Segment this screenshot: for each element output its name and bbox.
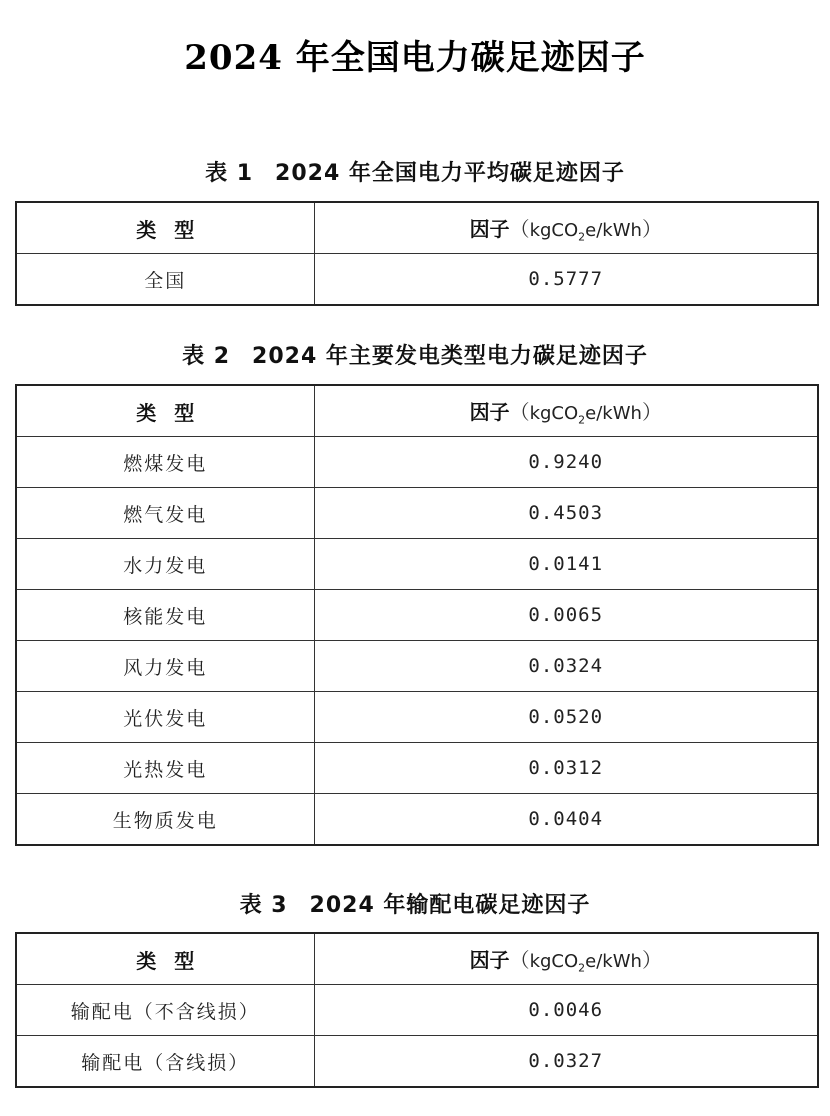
row-factor: 0.4503: [314, 488, 818, 539]
table-row: [16, 1036, 818, 1088]
table-header-row: [16, 933, 818, 985]
table-row: [16, 692, 818, 743]
row-type: 水力发电: [16, 539, 314, 590]
table-caption-text: 2024 年主要发电类型电力碳足迹因子: [252, 344, 648, 369]
unit-subscript: 2: [578, 961, 586, 975]
unit-paren-close: ）: [641, 947, 662, 972]
factor-label: 因子: [469, 216, 510, 241]
row-factor: 0.0046: [314, 985, 818, 1036]
row-type: 输配电（不含线损）: [16, 985, 314, 1036]
table-1-national-average: [15, 201, 819, 306]
row-factor: 0.0404: [314, 794, 818, 846]
row-factor: 0.0327: [314, 1036, 818, 1088]
row-factor: 0.0520: [314, 692, 818, 743]
table-row: [16, 254, 818, 306]
unit-post: e/kWh: [585, 219, 642, 241]
factor-label: 因子: [469, 947, 510, 972]
table-number: 表 2: [182, 344, 231, 369]
column-header-type: 类型: [16, 933, 314, 985]
row-type: 生物质发电: [16, 794, 314, 846]
column-header-factor: [314, 385, 818, 437]
table-row: [16, 985, 818, 1036]
table-header-row: [16, 202, 818, 254]
row-type: 光热发电: [16, 743, 314, 794]
row-factor: 0.0141: [314, 539, 818, 590]
unit-subscript: 2: [578, 230, 586, 244]
unit-pre: kgCO: [529, 950, 579, 972]
table-row: [16, 590, 818, 641]
table-number: 表 3: [239, 893, 288, 918]
row-type: 核能发电: [16, 590, 314, 641]
unit-paren-open: （: [509, 399, 530, 424]
table-2-caption: [0, 339, 830, 370]
row-type: 全国: [16, 254, 314, 306]
row-type: 光伏发电: [16, 692, 314, 743]
row-type: 输配电（含线损）: [16, 1036, 314, 1088]
row-factor: 0.0065: [314, 590, 818, 641]
row-factor: 0.0312: [314, 743, 818, 794]
unit-label: [529, 219, 642, 244]
unit-paren-open: （: [509, 947, 530, 972]
table-3-transmission-distribution: [15, 932, 819, 1088]
table-2-generation-types: [15, 384, 819, 846]
row-type: 燃煤发电: [16, 437, 314, 488]
row-factor: 0.9240: [314, 437, 818, 488]
factor-label: 因子: [469, 399, 510, 424]
column-header-factor: [314, 933, 818, 985]
table-row: [16, 539, 818, 590]
unit-post: e/kWh: [585, 402, 642, 424]
table-caption-text: 2024 年全国电力平均碳足迹因子: [275, 161, 625, 186]
table-3-caption: [0, 888, 830, 919]
table-row: [16, 743, 818, 794]
column-header-type: 类型: [16, 202, 314, 254]
column-header-factor: [314, 202, 818, 254]
table-row: [16, 437, 818, 488]
unit-paren-close: ）: [641, 216, 662, 241]
row-type: 燃气发电: [16, 488, 314, 539]
column-header-type: 类型: [16, 385, 314, 437]
document-title: 2024 年全国电力碳足迹因子: [184, 38, 646, 78]
table-row: [16, 641, 818, 692]
row-type: 风力发电: [16, 641, 314, 692]
unit-label: [529, 402, 642, 427]
table-number: 表 1: [205, 161, 254, 186]
unit-pre: kgCO: [529, 219, 579, 241]
unit-paren-open: （: [509, 216, 530, 241]
unit-post: e/kWh: [585, 950, 642, 972]
unit-pre: kgCO: [529, 402, 579, 424]
table-caption-text: 2024 年输配电碳足迹因子: [309, 893, 591, 918]
table-row: [16, 488, 818, 539]
unit-label: [529, 950, 642, 975]
table-row: [16, 794, 818, 846]
row-factor: 0.0324: [314, 641, 818, 692]
row-factor: 0.5777: [314, 254, 818, 306]
unit-subscript: 2: [578, 413, 586, 427]
table-1-caption: [0, 156, 830, 187]
table-header-row: [16, 385, 818, 437]
unit-paren-close: ）: [641, 399, 662, 424]
